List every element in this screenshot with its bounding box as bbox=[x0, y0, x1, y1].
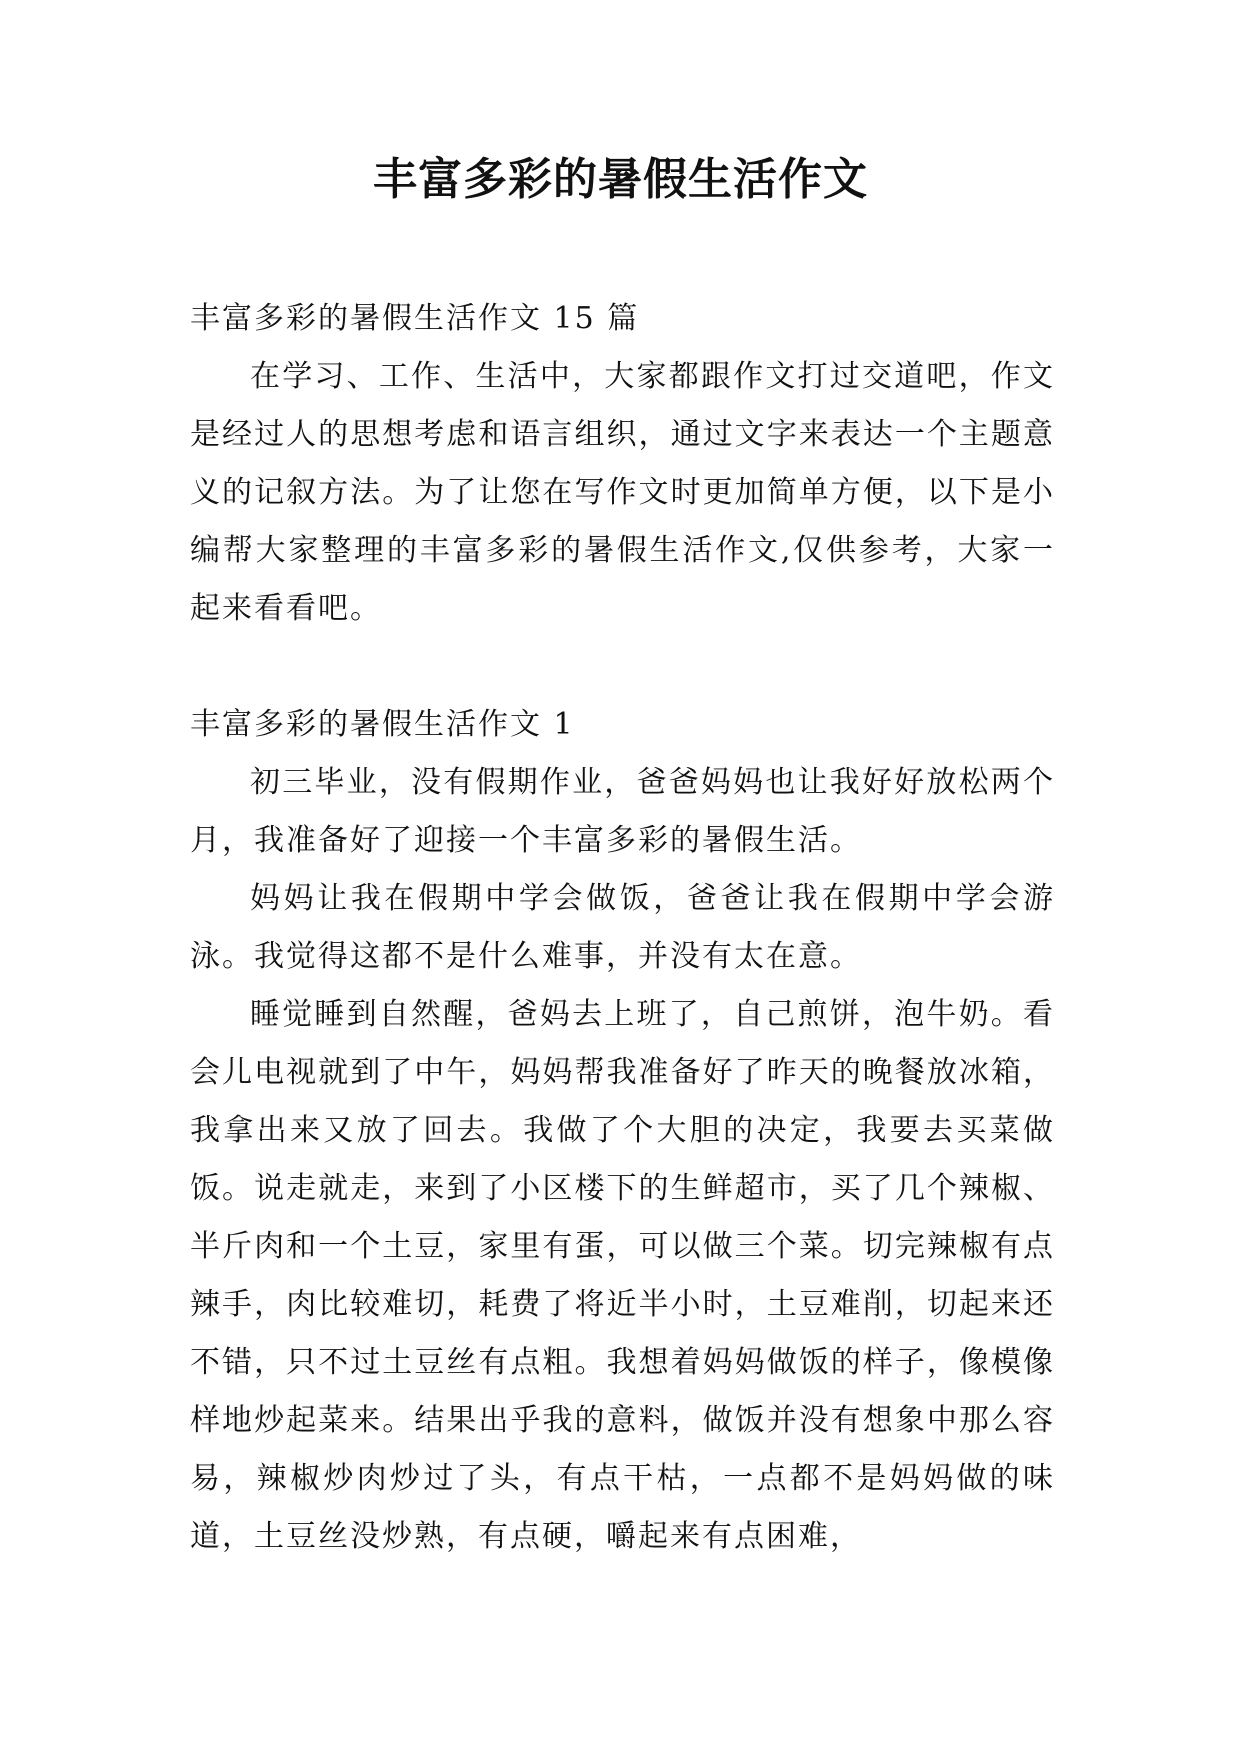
document-body bbox=[190, 290, 1055, 1566]
body-paragraph: 睡觉睡到自然醒，爸妈去上班了，自己煎饼，泡牛奶。看会儿电视就到了中午，妈妈帮我准备好了昨天的晚餐放冰箱，我拿出来又放了回去。我做了个大胆的决定，我要去买菜做饭。说走就走，来到了小区楼下的生鲜超市，买了几个辣椒、半斤肉和一个土豆，家里有蛋，可以做三个菜。切完辣椒有点辣手，肉比较难切，耗费了将近半小时，土豆难削，切起来还不错，只不过土豆丝有点粗。我想着妈妈做饭的样子，像模像样地炒起菜来。结果出乎我的意料，做饭并没有想象中那么容易，辣椒炒肉炒过了头，有点干枯，一点都不是妈妈做的味道，土豆丝没炒熟，有点硬，嚼起来有点困难， bbox=[190, 997, 1055, 1554]
document-title: 丰富多彩的暑假生活作文 bbox=[373, 154, 868, 205]
section-spacer bbox=[190, 638, 1055, 696]
collection-subtitle: 丰富多彩的暑假生活作文 15 篇 bbox=[190, 301, 640, 336]
intro-paragraph: 在学习、工作、生活中，大家都跟作文打过交道吧，作文是经过人的思想考虑和语言组织，通过文字来表达一个主题意义的记叙方法。为了让您在写作文时更加简单方便，以下是小编帮大家整理的丰富多彩的暑假生活作文,仅供参考，大家一起来看看吧。 bbox=[190, 359, 1055, 626]
body-paragraph: 妈妈让我在假期中学会做饭，爸爸让我在假期中学会游泳。我觉得这都不是什么难事，并没有太在意。 bbox=[190, 881, 1055, 974]
section-heading: 丰富多彩的暑假生活作文 1 bbox=[190, 707, 575, 742]
body-paragraph: 初三毕业，没有假期作业，爸爸妈妈也让我好好放松两个月，我准备好了迎接一个丰富多彩的暑假生活。 bbox=[190, 765, 1055, 858]
